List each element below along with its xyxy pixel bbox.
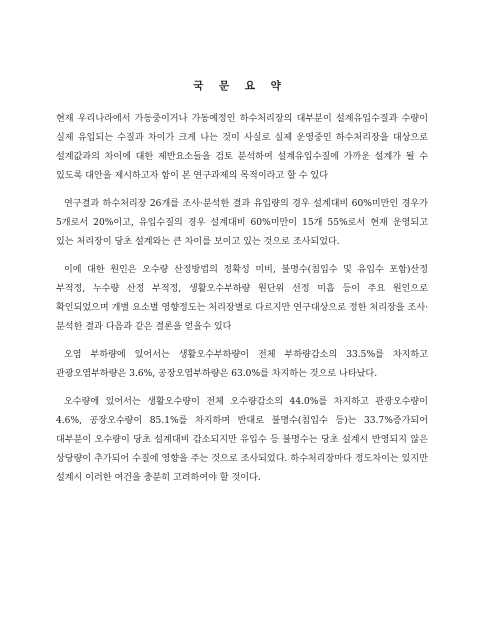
- abstract-body: [56, 110, 428, 497]
- paragraph-purpose: 현재 우리나라에서 가동중이거나 가동예정인 하수처리장의 대부분이 설계유입수질과 수량이 실제 유입되는 수질과 차이가 크게 나는 것이 사실로 실제 운영중인 하수처리장을 대상으로 설계값과의 차이에 대한 제반요소들을 검토 분석하여 설계유입수질에 가까운 설계가 될 수 있도록 대안을 제시하고자 함이 본 연구과제의 목적이라고 할 수 있다: [56, 114, 428, 181]
- paragraph-sewage-volume: 오수량에 있어서는 생활오수량이 전체 오수량감소의 44.0%를 차지하고 관광오수량이 4.6%, 공장오수량이 85.1%를 차지하며 반대로 불명수(침입수 등)는 33.7%증가되어 대부분이 오수량이 당초 설계대비 감소되지만 유입수 등 불명수는 당초 설계시 반영되지 않은 상당량이 추가되어 수질에 영향을 주는 것으로 조사되었다. 하수처리장마다 정도차이는 있지만 설계시 이러한 여건을 충분히 고려하여야 할 것이다.: [56, 397, 428, 483]
- paragraph-pollution-load: 오염 부하량에 있어서는 생활오수부하량이 전체 부하량감소의 33.5%를 차지하고 관광오염부하량은 3.6%, 공장오염부하량은 63.0%를 차지하는 것으로 나타났다.: [56, 350, 428, 379]
- page-title: 국 문 요 약: [193, 80, 287, 92]
- paragraph-causes: 이에 대한 원인은 오수량 산정방법의 정확성 미비, 불명수(침입수 및 유입수 포함)산정 부적정, 누수량 산정 부적정, 생활오수부하량 원단위 선정 미흡 등이 주요 원인으로 확인되었으며 개별 요소별 영향정도는 처리장별로 다르지만 연구대상으로 정한 처리장을 조사·분석한 결과 다음과 같은 결론을 얻을수 있다: [56, 265, 428, 332]
- paragraph-results: 연구결과 하수처리장 26개를 조사·분석한 결과 유입량의 경우 설계대비 60%미만인 경우가 5개로서 20%이고, 유입수질의 경우 설계대비 60%미만이 15개 55%로서 현재 운영되고 있는 처리장이 당초 설계와는 큰 차이를 보이고 있는 것으로 조사되었다.: [56, 199, 428, 247]
